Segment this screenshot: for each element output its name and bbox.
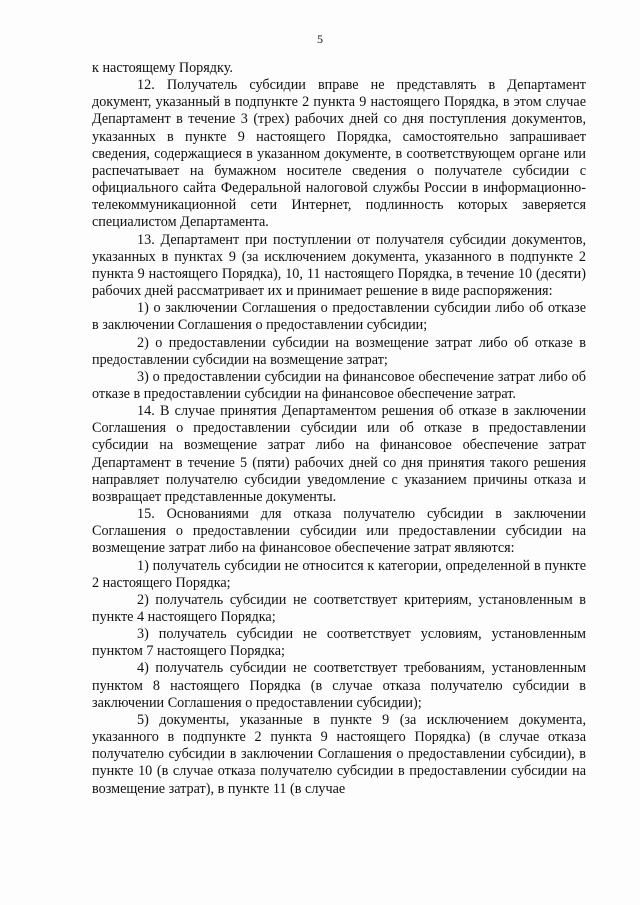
paragraph: 13. Департамент при поступлении от получателя субсидии документов, указанных в пунктах 9 (за исключением документа, указанного в подпункте 2 пункта 9 настоящего Порядка), 10, 11 настоящего Порядка, в течение 10 (десяти) рабочих дней рассматривает их и принимает решение в виде распоряжения: [92,231,586,300]
paragraph: 12. Получатель субсидии вправе не представлять в Департамент документ, указанный в подпункте 2 пункта 9 настоящего Порядка, в этом случае Департамент в течение 3 (трех) рабочих дней со дня поступления документов, указанных в пункте 9 настоящего Порядка, самостоятельно запрашивает сведения, содержащиеся в указанном документе, в соответствующем органе или распечатывает на бумажном носителе сведения о получателе субсидии с официального сайта Федеральной налоговой службы России в информационно-телекоммуникационной сети Интернет, подлинность которых заверяется специалистом Департамента. [92,77,586,231]
page-number: 5 [317,32,323,46]
paragraph: 3) о предоставлении субсидии на финансовое обеспечение затрат либо об отказе в предоставлении субсидии на финансовое обеспечение затрат. [92,368,586,402]
paragraph: 4) получатель субсидии не соответствует требованиям, установленным пунктом 8 настоящего Порядка (в случае отказа получателю субсидии в заключении Соглашения о предоставлении субсидии); [92,660,586,711]
paragraph: 15. Основаниями для отказа получателю субсидии в заключении Соглашения о предоставлении субсидии или предоставлении субсидии на возмещение затрат либо на финансовое обеспечение затрат являются: [92,506,586,557]
paragraph: 2) получатель субсидии не соответствует критериям, установленным в пункте 4 настоящего Порядка; [92,591,586,625]
document-body [92,60,586,798]
paragraph: 3) получатель субсидии не соответствует условиям, установленным пунктом 7 настоящего Порядка; [92,626,586,660]
paragraph: 2) о предоставлении субсидии на возмещение затрат либо об отказе в предоставлении субсидии на возмещение затрат; [92,334,586,368]
paragraph: 5) документы, указанные в пункте 9 (за исключением документа, указанного в подпункте 2 пункта 9 настоящего Порядка) (в случае отказа получателю субсидии в заключении Соглашения о предоставлении субсидии), в пункте 10 (в случае отказа получателю субсидии в предоставлении субсидии на возмещение затрат), в пункте 11 (в случае [92,711,586,797]
paragraph: 1) получатель субсидии не относится к категории, определенной в пункте 2 настоящего Порядка; [92,557,586,591]
paragraph: 14. В случае принятия Департаментом решения об отказе в заключении Соглашения о предоставлении субсидии или об отказе в предоставлении субсидии на возмещение затрат либо на финансовое обеспечение затрат Департамент в течение 5 (пяти) рабочих дней со дня принятия такого решения направляет получателю субсидии уведомление с указанием причины отказа и возвращает представленные документы. [92,403,586,505]
paragraph: 1) о заключении Соглашения о предоставлении субсидии либо об отказе в заключении Соглашения о предоставлении субсидии; [92,300,586,334]
paragraph: к настоящему Порядку. [92,60,233,76]
